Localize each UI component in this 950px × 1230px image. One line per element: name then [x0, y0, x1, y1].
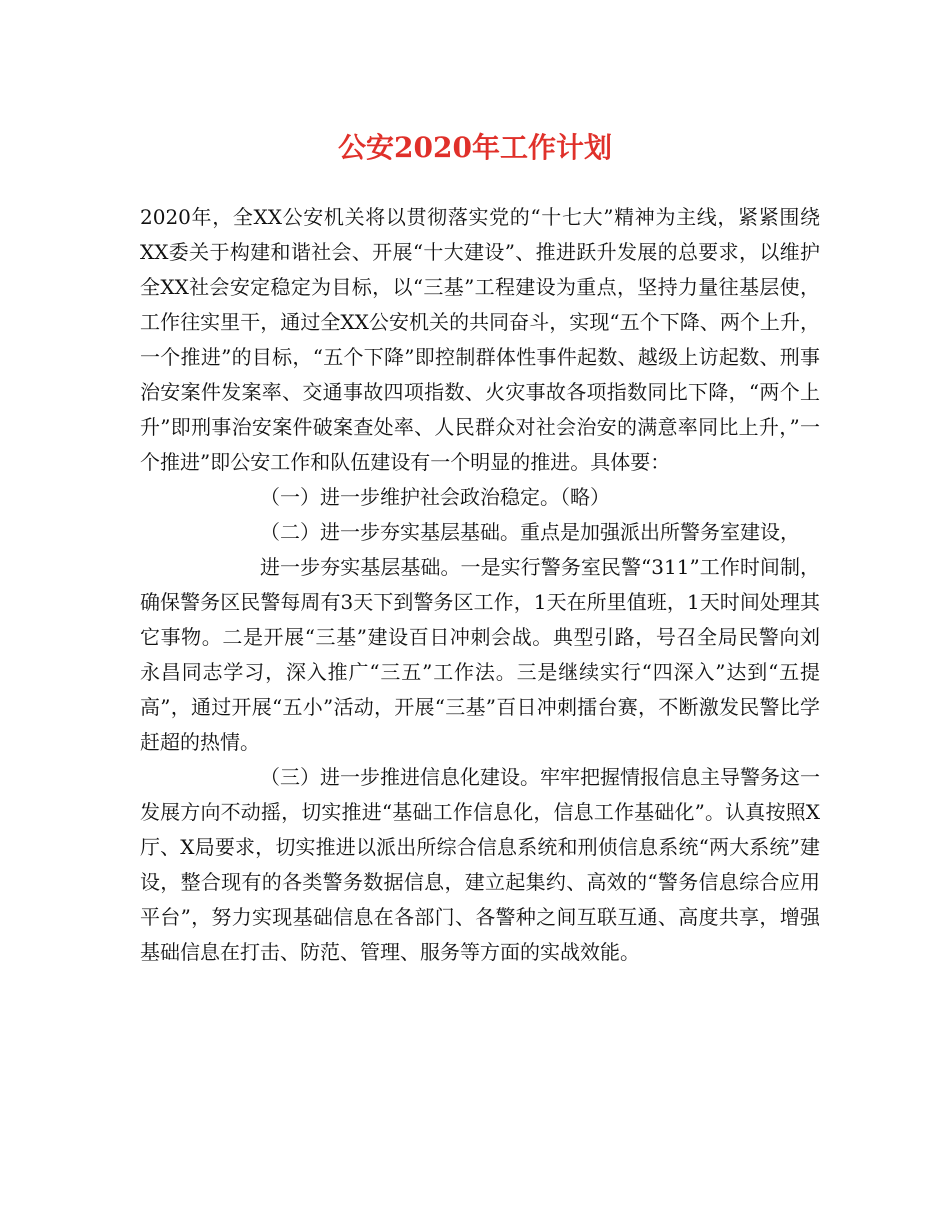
section-3-paragraph: （三）进一步推进信息化建设。牢牢把握情报信息主导警务这一发展方向不动摇，切实推进“基础工作信息化，信息工作基础化”。认真按照X厅、X局要求，切实推进以派出所综合信息系统和刑侦信息系统“两大系统”建设，整合现有的各类警务数据信息，建立起集约、高效的“警务信息综合应用平台”，努力实现基础信息在各部门、各警种之间互联互通、高度共享，增强基础信息在打击、防范、管理、服务等方面的实战效能。 — [140, 765, 820, 964]
section-2-heading-paragraph: （二）进一步夯实基层基础。重点是加强派出所警务室建设， — [260, 520, 800, 544]
document-body — [140, 200, 820, 970]
section-2-detail-paragraph: 进一步夯实基层基础。一是实行警务室民警“311”工作时间制，确保警务区民警每周有3天下到警务区工作，1天在所里值班，1天时间处理其它事物。二是开展“三基”建设百日冲刺会战。典型引路，号召全局民警向刘永昌同志学习，深入推广“三五”工作法。三是继续实行“四深入”达到“五提高”，通过开展“五小”活动，开展“三基”百日冲刺擂台赛，不断激发民警比学赶超的热情。 — [140, 555, 820, 754]
section-1-paragraph: （一）进一步维护社会政治稳定。（略） — [260, 485, 610, 509]
document-title: 公安2020年工作计划 — [338, 131, 612, 164]
intro-paragraph: 2020年，全XX公安机关将以贯彻落实党的“十七大”精神为主线，紧紧围绕XX委关于构建和谐社会、开展“十大建设”、推进跃升发展的总要求，以维护全XX社会安定稳定为目标，以“三基”工程建设为重点，坚持力量往基层使，工作往实里干，通过全XX公安机关的共同奋斗，实现“五个下降、两个上升，一个推进”的目标，“五个下降”即控制群体性事件起数、越级上访起数、刑事治安案件发案率、交通事故四项指数、火灾事故各项指数同比下降，“两个上升”即刑事治安案件破案查处率、人民群众对社会治安的满意率同比上升，”一个推进”即公安工作和队伍建设有一个明显的推进。具体要： — [140, 205, 820, 474]
